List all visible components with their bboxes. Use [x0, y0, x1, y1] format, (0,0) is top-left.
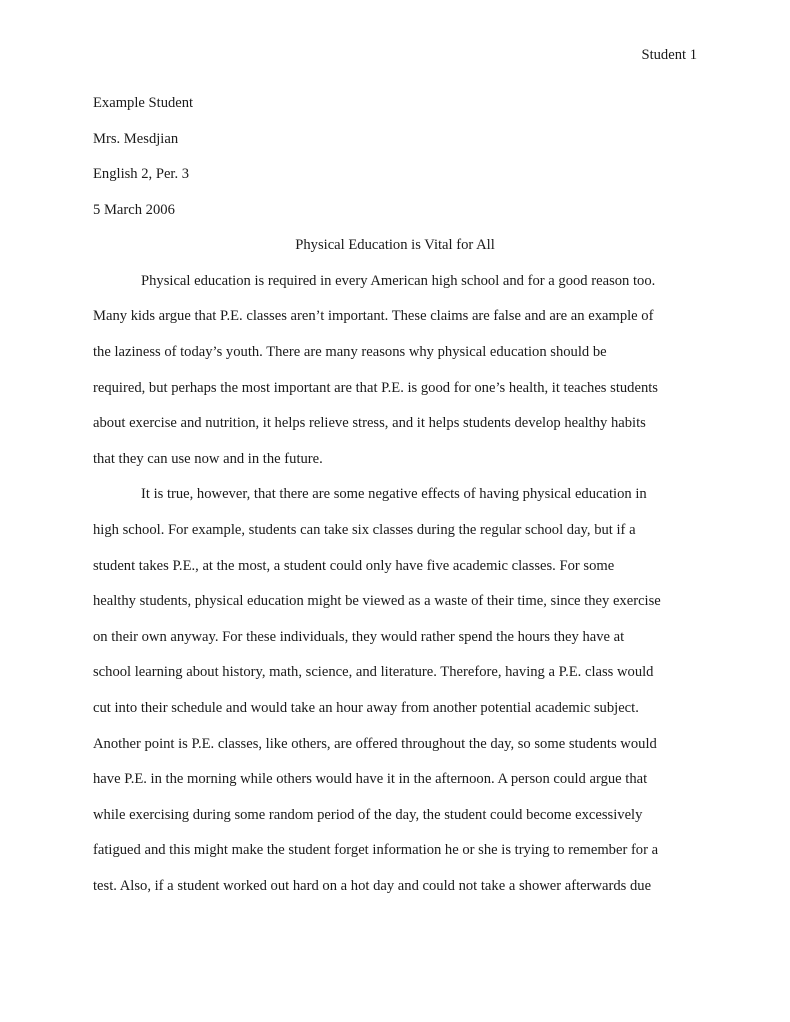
paragraph-line: the laziness of today’s youth. There are many reasons why physical education should be: [93, 344, 607, 360]
paragraph-line: fatigued and this might make the student forget information he or she is trying to remember for a: [93, 842, 659, 858]
course-name: English 2, Per. 3: [93, 166, 190, 182]
paragraph-line: school learning about history, math, science, and literature. Therefore, having a P.E. class would: [93, 664, 654, 680]
paragraph-line: Many kids argue that P.E. classes aren’t important. These claims are false and are an example of: [93, 308, 654, 324]
paragraph-line: Another point is P.E. classes, like others, are offered throughout the day, so some students would: [93, 736, 657, 752]
running-head: Student 1: [641, 47, 697, 63]
paragraph-line: student takes P.E., at the most, a student could only have five academic classes. For some: [93, 558, 615, 574]
paragraph-line: test. Also, if a student worked out hard on a hot day and could not take a shower afterwards due: [93, 878, 652, 894]
paragraph-line: that they can use now and in the future.: [93, 451, 323, 467]
paragraph-line: required, but perhaps the most important are that P.E. is good for one’s health, it teaches students: [93, 380, 658, 396]
paragraph-line: about exercise and nutrition, it helps relieve stress, and it helps students develop healthy habits: [93, 415, 646, 431]
paragraph-line: It is true, however, that there are some negative effects of having physical education in: [141, 486, 647, 502]
paragraph-line: Physical education is required in every American high school and for a good reason too.: [141, 273, 656, 289]
essay-title: Physical Education is Vital for All: [295, 237, 495, 253]
paragraph-line: cut into their schedule and would take an hour away from another potential academic subject.: [93, 700, 639, 716]
paragraph-line: on their own anyway. For these individuals, they would rather spend the hours they have at: [93, 629, 625, 645]
date: 5 March 2006: [93, 202, 175, 218]
teacher-name: Mrs. Mesdjian: [93, 131, 179, 147]
paragraph-line: healthy students, physical education might be viewed as a waste of their time, since they exercise: [93, 593, 661, 609]
paragraph-line: while exercising during some random period of the day, the student could become excessively: [93, 807, 643, 823]
paragraph-line: high school. For example, students can take six classes during the regular school day, but if a: [93, 522, 636, 538]
paragraph-line: have P.E. in the morning while others would have it in the afternoon. A person could argue that: [93, 771, 648, 787]
student-name: Example Student: [93, 95, 194, 111]
